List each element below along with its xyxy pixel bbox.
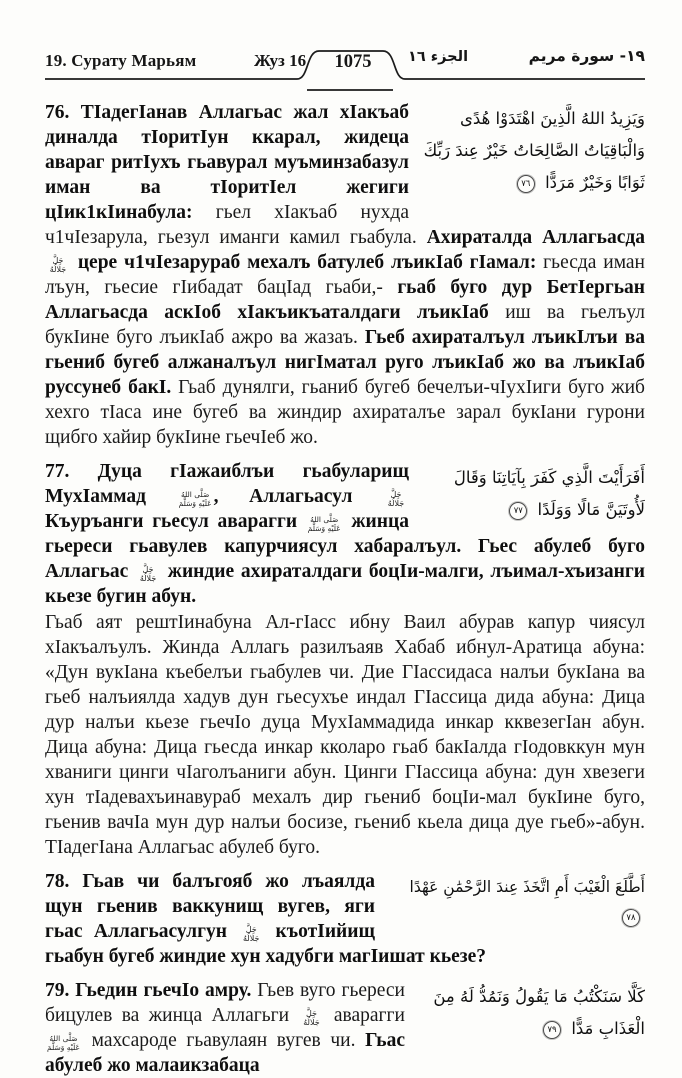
verse-block-79: [45, 978, 645, 1078]
arabic-ayah-79: [419, 981, 645, 1045]
honorific-saw: صَلَّى اللهُ عَلَيْهِ وَسَلَّمَ: [307, 515, 341, 533]
bold-text-run: Гьеб ахираталъул лъикIлъи ва гьениб бугеб алжаналъул нигIматал руго лъикIаб жо ва лъикIаб руссунеб бакI.: [45, 327, 645, 398]
text-run: гьел хIакъаб нухда ч1чIезарула, гьезул иманги камил гьабула.: [45, 202, 427, 248]
honorific-jj: جَلَّ جَلَالُهُ: [139, 564, 157, 583]
bold-text-run: Ахираталда Аллагьасда: [426, 227, 645, 248]
arabic-ayah-78: [389, 872, 645, 932]
ayah-number-badge: ٧٧: [509, 502, 527, 520]
arabic-ayah-text: وَيَزِيدُ اللهُ الَّذِينَ اهْتَدَوْا هُدًى وَالْبَاقِيَاتُ الصَّالِحَاتُ خَيْرٌ عِندَ رَبِّكَ ثَوَابًا وَخَيْرٌ مَرَدًّا: [423, 109, 645, 193]
honorific-jj: جَلَّ جَلَالُهُ: [387, 489, 405, 508]
honorific-jj: جَلَّ جَلَالُهُ: [303, 1008, 320, 1027]
verse-block-77: [45, 459, 645, 860]
ayah-number-badge: ٧٩: [543, 1021, 561, 1039]
bold-text-run: Къуръанги гьесул аварагги: [45, 511, 306, 532]
ayah-number-badge: ٧٨: [622, 909, 640, 927]
arabic-ayah-text: كَلَّا سَنَكْتُبُ مَا يَقُولُ وَنَمُدُّ لَهُ مِنَ الْعَذَابِ مَدًّا: [433, 987, 645, 1039]
text-run: Гьаб дунялги, гьаниб бугеб бечелъи-чIухIиги буго жиб хехго тIаса ине бугеб ва жиндир ахираталъе зарал букIани гурони щибго хайир букIине гьечIеб жо.: [45, 377, 645, 448]
arabic-ayah-text: أَفَرَأَيْتَ الَّذِي كَفَرَ بِآيَاتِنَا وَقَالَ لَأُوتَيَنَّ مَالًا وَوَلَدًا: [453, 468, 645, 520]
bold-text-run: жиндие ахираталдаги боцIи-малги, лъимал-хъизанги кьезе бугин абун.: [45, 561, 645, 607]
bold-text-run: 79. Гьедин гьечIо амру.: [45, 980, 258, 1001]
ayah-number-badge: ٧٦: [517, 175, 535, 193]
text-run: иш ва гьелъул букIине буго лъикIаб ажро ва жазаъ.: [45, 302, 645, 348]
page-header: [0, 0, 682, 96]
honorific-saw: صَلَّى اللهُ عَلَيْهِ وَسَلَّمَ: [178, 490, 212, 508]
bold-text-run: цере ч1чIезарураб мехалъ батулеб лъикIаб гIамал:: [71, 252, 544, 273]
bold-text-run: къотIийищ гьабун бугеб жиндие хун хадубги магIишат кьезе?: [45, 921, 487, 967]
arabic-ayah-text: أَطَّلَعَ الْغَيْبَ أَمِ اتَّخَذَ عِندَ الرَّحْمَٰنِ عَهْدًا: [409, 878, 645, 896]
text-run: Гьев вуго гьереси бицулев ва жинца Аллагьги: [45, 980, 405, 1026]
arabic-ayah-76: [423, 103, 645, 200]
bold-text-run: 78. Гьав чи балъгояб жо лъаялда щун гьенив ваккунищ вугев, яги гьас Аллагьасулгун: [45, 871, 375, 942]
bold-text-run: Гьас абулеб жо малаикзабаца: [45, 1030, 405, 1076]
page-number: 1075: [334, 52, 372, 72]
text-run: махсароде гьавулаян вугев чи.: [82, 1030, 366, 1051]
verse-block-78: [45, 869, 645, 969]
honorific-saw: صَلَّى اللهُ عَلَيْهِ وَسَلَّمَ: [46, 1034, 80, 1052]
bold-text-run: 76. ТIадегIанав Аллагьас жал хIакъаб диналда тIоритIун ккарал, жидеца авараг ритIухъ гьавурал муъминзабазул иман ва тIоритIел жегиги цIик1кIинабула:: [45, 102, 409, 223]
text-run: Гьаб аят рештIинабуна Ал-гIасс ибну Ваил абурав капур чиясул хIакъалъулъ. Жинда Аллагь разилъаяв Хабаб ибнул-Аратица абуна: «Дун вукIана къебелъи гьабулев чи. Дие ГIассидаса налъи букIана ва гьеб налъиялда хадув дун гьесухъе индал ГIассица дида абуна: Дица дур налъи кьезе гьечIо дуца МухIаммадида инкар кквезегIан абун. Дица абуна: Дица гьесда инкар кколаро гьаб бакIалда гIодовккун мун хваниги цинги чIаголъаниги абун. Цинги ГIассица абуна: дун хвезеги хун тIадевахъинавураб мехалъ дир гьениб боцIи-мал букIине буго, гьенив вачIа мун дур налъи босизе, гьениб кьела дица дуе гьеб»-абун. ТIадегIана Аллагьас абулеб буго.: [45, 612, 645, 858]
bold-text-run: 77. Дуца гIажаиблъи гьабуларищ МухIаммад: [45, 461, 409, 507]
honorific-jj: جَلَّ جَلَالُهُ: [243, 924, 260, 943]
verse-block-76: [45, 100, 645, 450]
page-body: [0, 100, 682, 1078]
bold-text-run: жинца гьереси гьавулев капурчиясул хабаралъул. Гьес абулеб буго Аллагьас: [45, 511, 645, 582]
arabic-ayah-77: [423, 462, 645, 526]
text-run: аварагги: [324, 1005, 405, 1026]
bold-text-run: гьаб буго дур БетIергьан Аллагьасда аскIоб хIакъикъаталдаги лъикIаб: [45, 277, 645, 323]
honorific-jj: جَلَّ جَلَالُهُ: [49, 255, 67, 274]
juz-label-arabic: الجزء ١٦: [408, 49, 469, 65]
surah-title-arabic: ١٩- سورة مريم: [528, 47, 645, 65]
juz-label-cyrillic: Жуз 16: [254, 51, 307, 70]
surah-title-cyrillic: 19. Сурату Марьям: [45, 51, 197, 70]
verse-commentary: [45, 610, 645, 860]
bold-text-run: , Аллагьасул: [213, 486, 383, 507]
text-run: гьесда иман лъун, гьесие гIибадат бацIад гьаби,-: [45, 252, 645, 298]
